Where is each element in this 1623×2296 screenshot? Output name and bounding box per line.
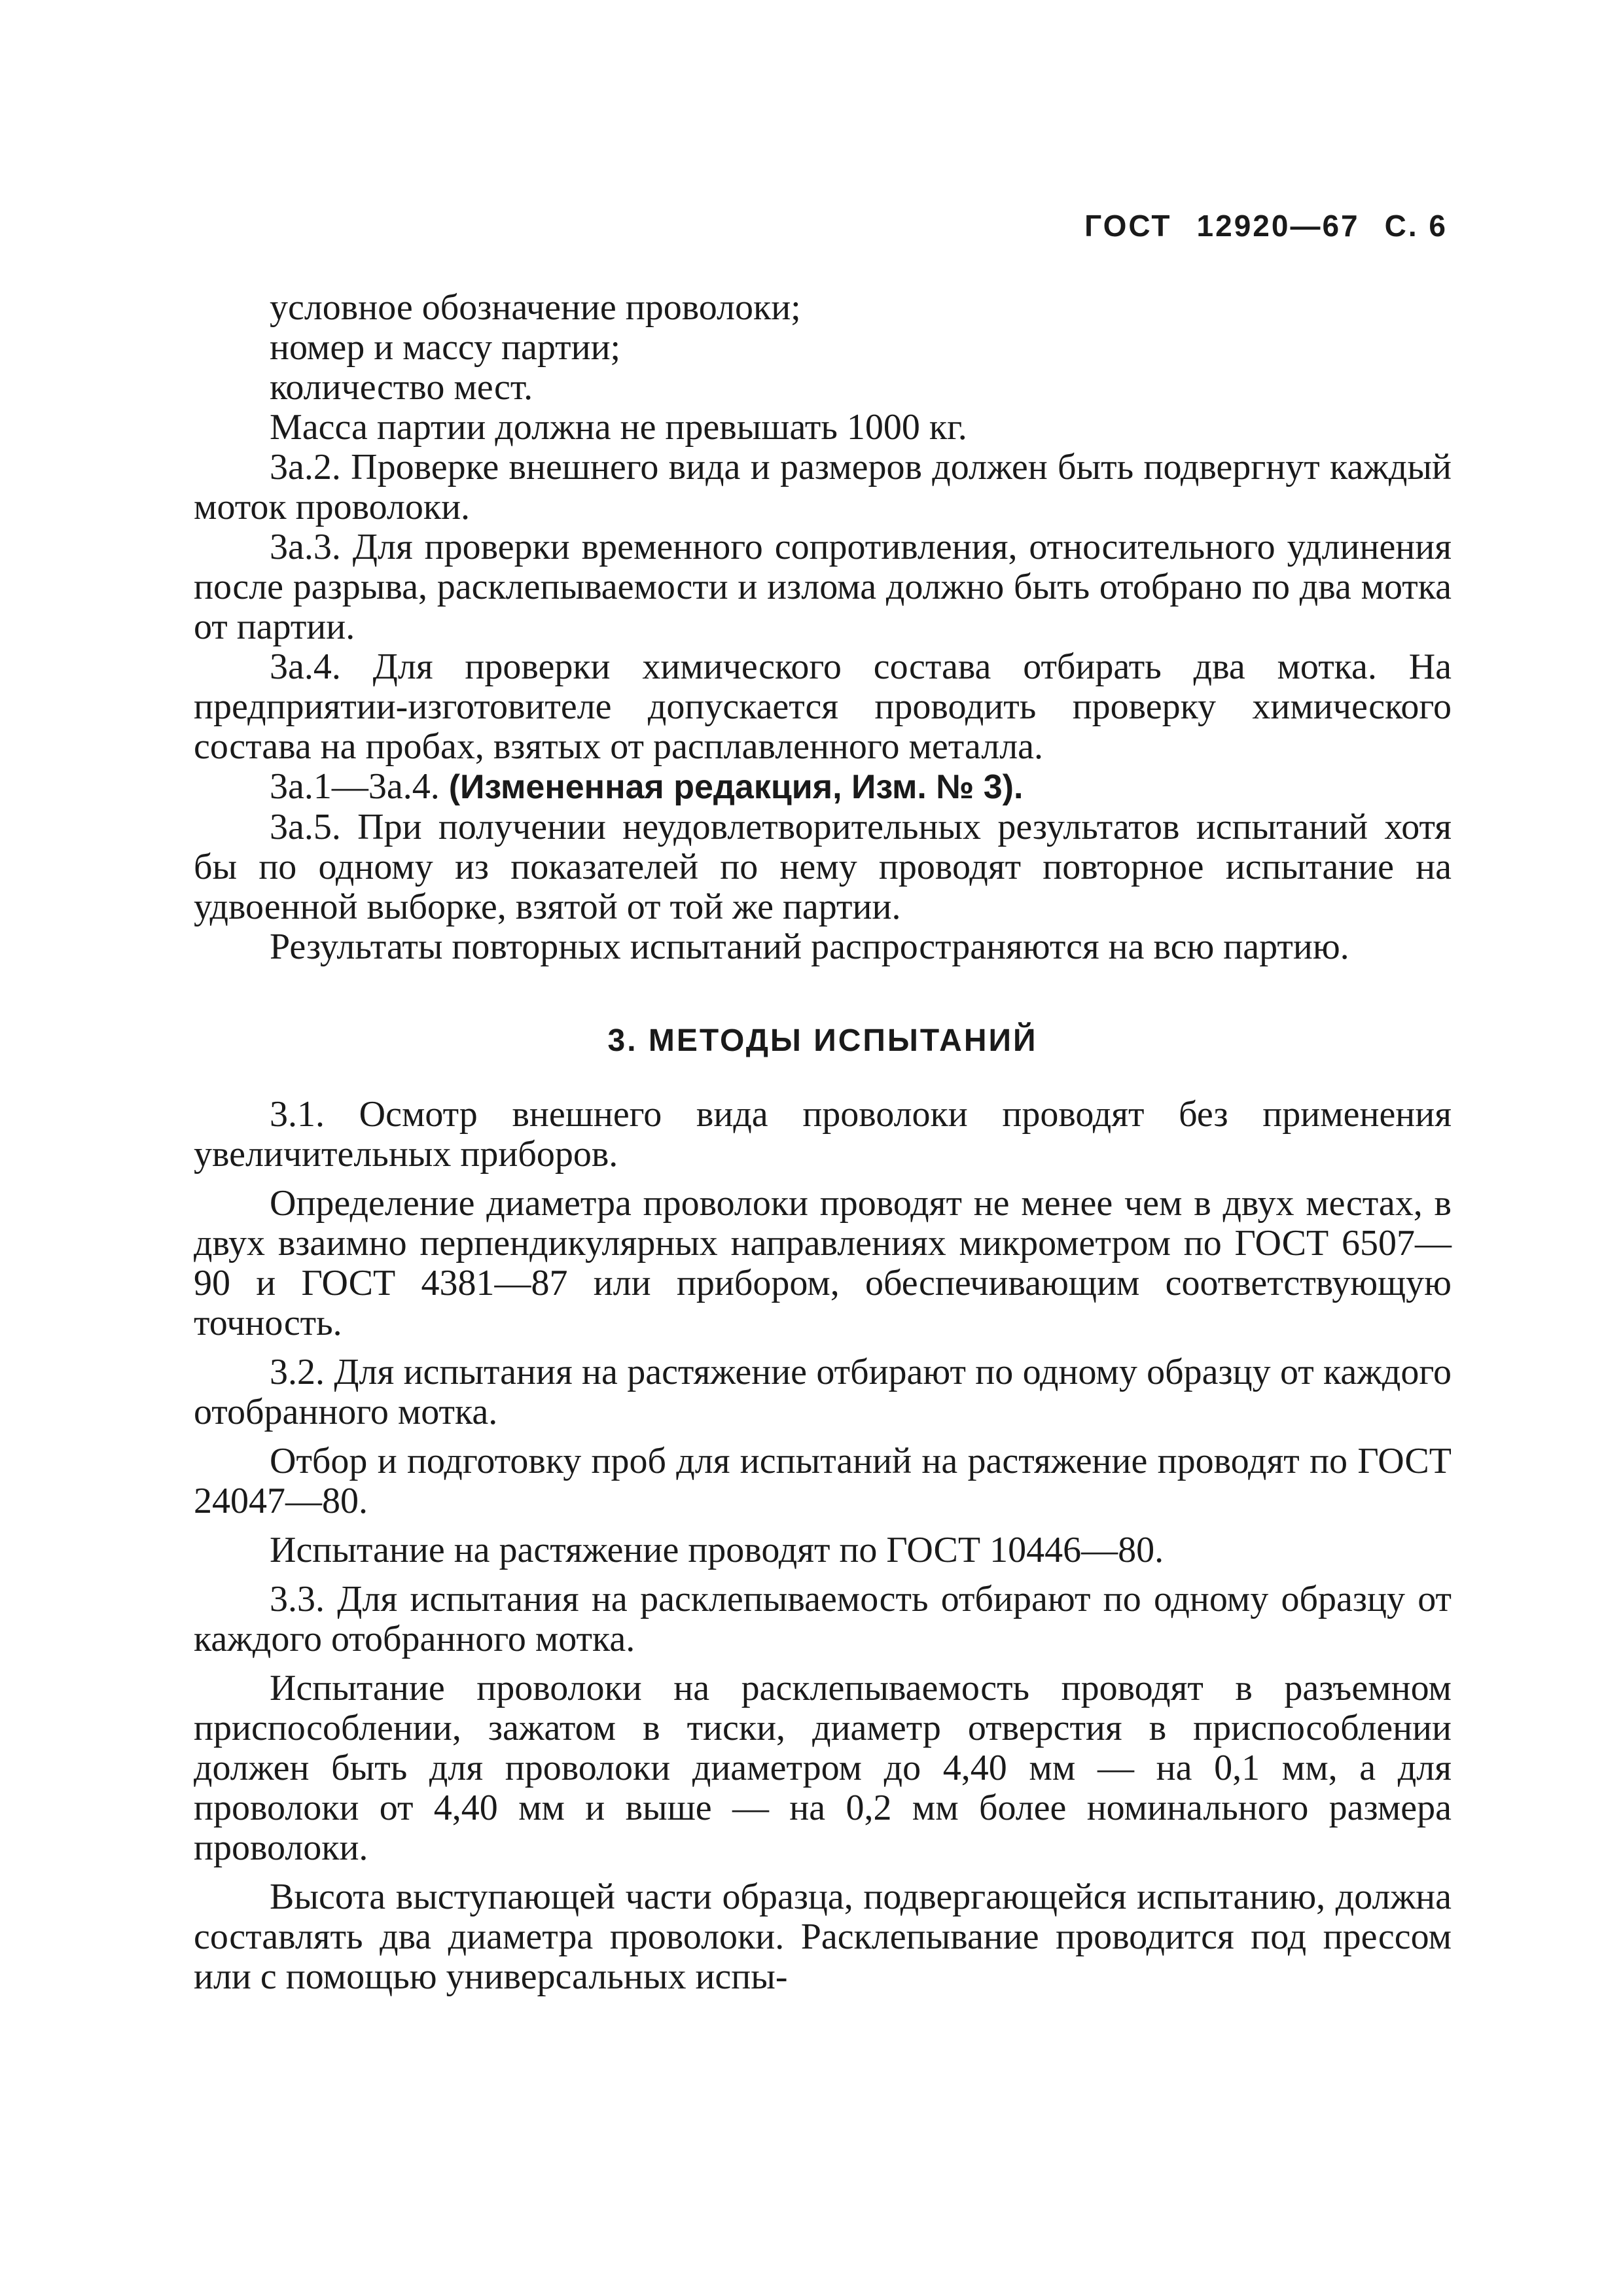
list-item: номер и массу партии;	[270, 327, 621, 368]
paragraph-3-1: 3.1. Осмотр внешнего вида проволоки проводят без применения увеличительных приборов.	[194, 1094, 1452, 1174]
paragraph-3a2: 3а.2. Проверке внешнего вида и размеров должен быть подвергнут каждый моток проволоки.	[194, 447, 1452, 527]
paragraph-3a4: 3а.4. Для проверки химического состава отбирать два мотка. На предприятии-изготовителе допускается проводить проверку химического состава на пробах, взятых от расплавленного металла.	[194, 646, 1452, 767]
page-header	[1084, 208, 1448, 243]
paragraph-diameter: Определение диаметра проволоки проводят не менее чем в двух местах, в двух взаимно перпендикулярных направлениях микрометром по ГОСТ 6507—90 и ГОСТ 4381—87 или прибором, обеспечивающим соответствующую точность.	[194, 1183, 1452, 1343]
paragraph-repeat-results: Результаты повторных испытаний распространяются на всю партию.	[270, 927, 1349, 967]
list-item: количество мест.	[270, 367, 533, 408]
header-page-number: С. 6	[1384, 209, 1448, 243]
paragraph-sampling: Отбор и подготовку проб для испытаний на растяжение проводят по ГОСТ 24047—80.	[194, 1441, 1452, 1521]
amendment-prefix: 3а.1—3а.4.	[270, 766, 449, 807]
paragraph-tensile-test: Испытание на растяжение проводят по ГОСТ 10446—80.	[270, 1530, 1164, 1570]
paragraph-rivet-test: Испытание проволоки на расклепываемость проводят в разъемном приспособлении, зажатом в тиски, диаметр отверстия в приспособлении должен быть для проволоки диаметром до 4,40 мм — на 0,1 мм, а для проволоки от 4,40 мм и выше — на 0,2 мм более номинального размера проволоки.	[194, 1668, 1452, 1868]
header-gost: ГОСТ	[1084, 209, 1172, 243]
paragraph-lot-mass: Масса партии должна не превышать 1000 кг.	[270, 407, 967, 448]
amendment-note: (Измененная редакция, Изм. № 3).	[448, 768, 1024, 806]
section-title: 3. МЕТОДЫ ИСПЫТАНИЙ	[607, 1023, 1038, 1058]
paragraph-3a5: 3а.5. При получении неудовлетворительных результатов испытаний хотя бы по одному из показателей по нему проводят повторное испытание на удвоенной выборке, взятой от той же партии.	[194, 807, 1452, 927]
list-item: условное обозначение проволоки;	[270, 287, 801, 328]
paragraph-amendment	[194, 767, 1452, 807]
paragraph-protrusion-height: Высота выступающей части образца, подвергающейся испытанию, должна составлять два диаметра проволоки. Расклепывание проводится под прессом или с помощью универсальных испы-	[194, 1877, 1452, 1997]
paragraph-3-2: 3.2. Для испытания на растяжение отбирают по одному образцу от каждого отобранного мотка.	[194, 1352, 1452, 1432]
document-body	[194, 288, 1452, 1997]
paragraph-3a3: 3а.3. Для проверки временного сопротивления, относительного удлинения после разрыва, расклепываемости и излома должно быть отобрано по два мотка от партии.	[194, 527, 1452, 647]
header-standard-number: 12920—67	[1196, 209, 1360, 243]
paragraph-3-3: 3.3. Для испытания на расклепываемость отбирают по одному образцу от каждого отобранного мотка.	[194, 1579, 1452, 1659]
